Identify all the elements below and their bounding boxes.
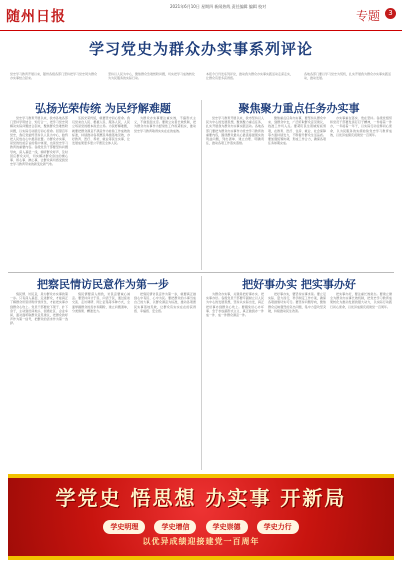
intro-block: 坚持以人民为中心，聚焦群众急难愁盼问题，切实把学习成效转化为为民服务的实际行动。 — [108, 72, 196, 80]
article-column: 党史学习教育开展以来，我市各地各部门坚持学用结合、知行合一，把学习党史同解决实际问题结合起来，聚焦群众急难愁盼问题，以实际行动践行初心使命。回望百年党史，我们党始终坚持以人民为中心，始终把人民放在心中最高位置。为群众办实事，是党的性质宗旨的集中体现，也是党史学习教育的重要内容。各级党员干部要坚持问题导向，深入基层一线，倾听群众呼声，及时回应群众关切，切实解决群众身边的操心事、烦心事、揪心事，让群众真切感受到党史学习教育带来的新变化新气象。 — [10, 116, 68, 167]
article-column: 把好事办实，要坚持实事求是。要立足实际、量力而行，科学制定工作方案，确保各项措施切实可行。要坚持问题导向，聚焦群众反映强烈的突出问题，集中力量攻坚突破，持续推动民生改善。 — [268, 292, 326, 313]
promo-banner — [8, 474, 394, 560]
issue-info: 2021年6月10日 星期四 新闻热线 责任编辑 编辑 校对 — [170, 4, 267, 9]
banner-tag: 学史崇德 — [206, 520, 248, 534]
banner-stripe — [8, 556, 394, 560]
article-column: 为群众办实事，关键是把好事办实、把实事办好。各级党员干部要牢固树立以人民为中心的发展思想，坚持从实际出发，真正把好事办到群众心坎上。要避免好心办坏事、急于求成搞形式主义，真正做到办一件成一件、成一件群众满意一件。 — [206, 292, 264, 318]
section-label: 专题 — [355, 9, 380, 23]
banner-tag: 学史明理 — [103, 520, 145, 534]
banner-tags — [8, 514, 394, 534]
article-column: 把察民情访民意作为第一步，就要真正做到心中有民、心中为民。要把群众的小事当成自己的大事，以群众满意为标准，推动各项惠民实事落地见效，让群众有实实在在的获得感、幸福感、安全感。 — [134, 292, 196, 313]
article-title: 把察民情访民意作为第一步 — [37, 278, 169, 291]
article-column: 察民情、访民意，是为群众办实事的第一步。只有深入基层、走进群众，才能真正了解群众所思所盼所忧所急，才能把实事办到群众心坎上。党员干部要放下架子、扑下身子，主动到田间地头、街道社区、企业车间，面对面听取群众意见建议，把群众的呼声作为第一信号，把群众的需求作为第一选择。 — [10, 292, 68, 326]
article-column: 办实事重在落实、贵在坚持。各级党组织和党员干部要发扬钉钉子精神，一件接着一件办，一年接着一年干，以实际行动诠释初心使命，以为民服务的实绩检验党史学习教育成效，以优异成绩庆祝建党一百周年。 — [330, 116, 392, 137]
article-column: 为群众办实事要注重实效，不搞形式主义，不做表面文章。要建立完善长效机制，把为群众办实事作为经常性工作抓紧抓实，推动党史学习教育取得实实在在的成效。 — [134, 116, 196, 133]
section-divider — [8, 272, 394, 273]
paper-name: 随州日报 — [6, 9, 66, 25]
column-divider — [201, 276, 202, 470]
article-column: 察民情要深入细致，访民意要诚心诚意。要坚持问计于民、问需于民，通过座谈交流、走访调研、网上征集等多种方式，全面掌握群众的需求和期盼，建立问题清单，分类施策、精准发力。 — [72, 292, 130, 313]
intro-block: 各地各部门要以学习党史为契机，扎实开展我为群众办实事实践活动，推动发展。 — [304, 72, 392, 80]
banner-tag: 学史力行 — [257, 520, 299, 534]
banner-title: 学党史 悟思想 办实事 开新局 — [55, 486, 347, 510]
banner-tag: 学史增信 — [154, 520, 196, 534]
article-title: 弘扬光荣传统 为民纾解难题 — [35, 102, 171, 115]
article-title: 聚焦聚力重点任务办实事 — [238, 102, 360, 115]
article-column: 弘扬光荣传统，就要坚守初心使命。我们党来自人民、根植人民、服务人民，人民立场是党的根本政治立场。为民纾解难题，就要把群众满意不满意作为检验工作成效的标准，持续推动各项惠民举措落地见效，办好教育、医疗、养老、就业等民生实事，让发展成果更多更公平惠及全体人民。 — [72, 116, 130, 146]
intro-block: 本报今日刊发系列评论，推动我为群众办实事实践活动走深走实，让群众有更多获得感。 — [206, 72, 294, 80]
banner-subtitle: 以优异成绩迎接建党一百周年 — [142, 537, 260, 546]
article-column: 聚焦重点任务办实事，要坚持从群众中来、到群众中去，广泛听取群众意见建议，找准工作切入点。要紧盯民生领域短板弱项，在教育、医疗、住房、就业、社会保障等方面持续发力，不断提升群众生活品质。要加强统筹协调，形成工作合力，确保各项任务如期完成。 — [268, 116, 326, 146]
masthead — [0, 0, 402, 31]
article-title: 把好事办实 把实事办好 — [242, 278, 356, 291]
column-divider — [201, 100, 202, 270]
banner-stripe — [8, 474, 394, 478]
article-column: 把实事办好，要注重长效常态。要建立健全为群众办实事长效机制，把党史学习教育成果转化为推动发展的强大动力，以实际行动践行初心使命，以优异成绩庆祝建党一百周年。 — [330, 292, 392, 309]
intro-block: 党史学习教育开展以来，随州各级各部门坚持把学习党史同为群众办实事结合起来。 — [10, 72, 98, 80]
page-number-badge: 3 — [385, 8, 396, 19]
page-headline: 学习党史为群众办实事系列评论 — [88, 40, 313, 58]
article-column: 党史学习教育开展以来，我市坚持以人民为中心的发展思想，聚焦聚力重点任务，扎实开展我为群众办实事实践活动。各地各部门要把为群众办实事作为党史学习教育的重要内容，围绕群众最关心最直接最现实的利益问题，列出清单、建立台账、明确责任，推动各项工作落实落细。 — [206, 116, 264, 146]
